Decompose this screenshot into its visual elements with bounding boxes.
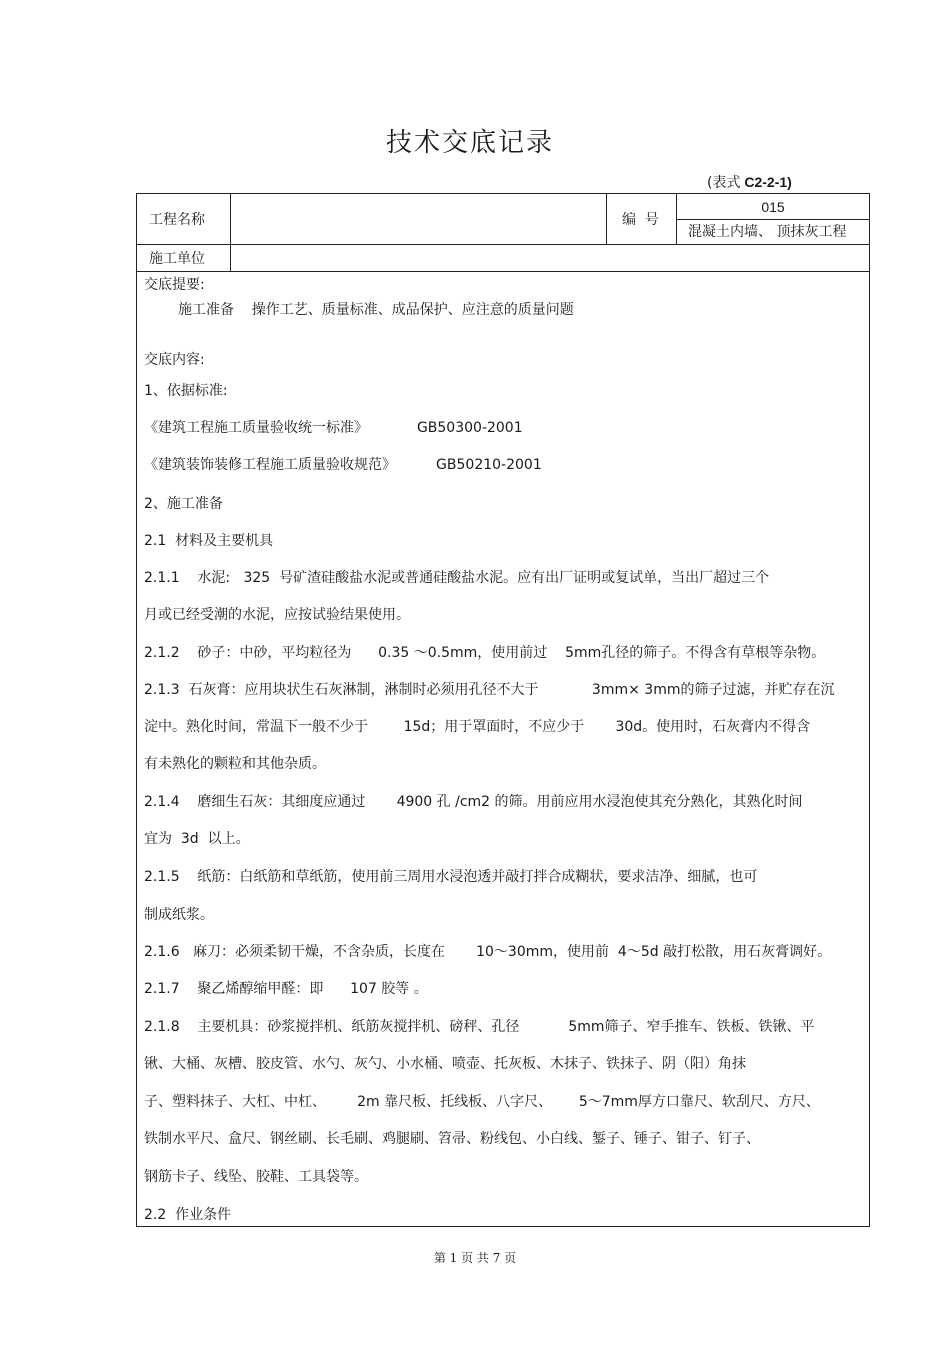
grid-line <box>230 193 231 271</box>
content-line: 月或已经受潮的水泥，应按试验结果使用。 <box>144 607 410 623</box>
construction-unit-label: 施工单位 <box>149 251 205 267</box>
grid-line <box>606 193 607 244</box>
content-line: 2.1 材料及主要机具 <box>144 533 274 549</box>
form-code-prefix: (表式 <box>707 175 741 191</box>
form-code-value: C2-2-1) <box>744 174 792 190</box>
grid-line <box>136 244 870 245</box>
content-line: 淀中。熟化时间，常温下一般不少于 15d；用于罩面时，不应少于 30d。使用时，石灰膏内不得含 <box>144 719 811 735</box>
content-line: 2.1.8 主要机具：砂浆搅拌机、纸筋灰搅拌机、磅秤、孔径 5mm筛子、窄手推车、铁板、铁锹、平 <box>144 1019 815 1035</box>
content-line: 2.1.7 聚乙烯醇缩甲醛：即 107 胶等 。 <box>144 981 428 997</box>
summary-text: 施工准备 操作工艺、质量标准、成品保护、应注意的质量问题 <box>178 302 574 318</box>
project-name-label: 工程名称 <box>149 212 205 228</box>
content-line: 《建筑工程施工质量验收统一标准》 GB50300-2001 <box>144 420 523 436</box>
summary-label: 交底提要: <box>144 277 205 293</box>
grid-line <box>676 219 870 220</box>
content-line: 1、依据标准: <box>144 383 228 399</box>
number-value: 015 <box>761 199 785 215</box>
content-line: 2、施工准备 <box>144 496 223 512</box>
content-line: 2.1.6 麻刀：必须柔韧干燥，不含杂质，长度在 10～30mm，使用前 4～5d 敲打松散，用石灰膏调好。 <box>144 944 832 960</box>
document-title: 技术交底记录 <box>385 128 554 158</box>
content-line: 宜为 3d 以上。 <box>144 831 250 847</box>
page-footer: 第 1 页 共 7 页 <box>433 1251 517 1265</box>
content-label: 交底内容: <box>144 352 205 368</box>
content-line: 2.2 作业条件 <box>144 1207 232 1223</box>
content-line: 铁制水平尺、盒尺、钢丝刷、长毛刷、鸡腿刷、笤帚、粉线包、小白线、錾子、锤子、钳子、钉子、 <box>144 1131 760 1147</box>
grid-line <box>136 271 870 272</box>
form-code <box>707 172 792 192</box>
content-line: 2.1.4 磨细生石灰：其细度应通过 4900 孔 /cm2 的筛。用前应用水浸泡使其充分熟化，其熟化时间 <box>144 794 803 810</box>
subject-value: 混凝土内墙、 顶抹灰工程 <box>688 224 847 240</box>
content-line: 钢筋卡子、线坠、胶鞋、工具袋等。 <box>144 1169 368 1185</box>
content-line: 制成纸浆。 <box>144 907 214 923</box>
content-line: 《建筑装饰装修工程施工质量验收规范》 GB50210-2001 <box>144 457 542 473</box>
number-label: 编 号 <box>622 212 659 228</box>
content-line: 2.1.1 水泥: 325 号矿渣硅酸盐水泥或普通硅酸盐水泥。应有出厂证明或复试单，当出厂超过三个 <box>144 570 770 586</box>
content-line: 子、塑料抹子、大杠、中杠、 2m 靠尺板、托线板、八字尺、 5～7mm厚方口靠尺、软刮尺、方尺、 <box>144 1094 820 1110</box>
content-line: 锹、大桶、灰槽、胶皮管、水勺、灰勺、小水桶、喷壶、托灰板、木抹子、铁抹子、阴（阳）角抹 <box>144 1056 746 1072</box>
content-line: 有未熟化的颗粒和其他杂质。 <box>144 756 326 772</box>
content-line: 2.1.5 纸筋：白纸筋和草纸筋，使用前三周用水浸泡透并敲打拌合成糊状，要求洁净、细腻，也可 <box>144 869 758 885</box>
content-line: 2.1.2 砂子：中砂，平均粒径为 0.35 ～0.5mm，使用前过 5mm孔径的筛子。不得含有草根等杂物。 <box>144 645 826 661</box>
content-line: 2.1.3 石灰膏：应用块状生石灰淋制，淋制时必须用孔径不大于 3mm× 3mm的筛子过滤，并贮存在沉 <box>144 682 835 698</box>
